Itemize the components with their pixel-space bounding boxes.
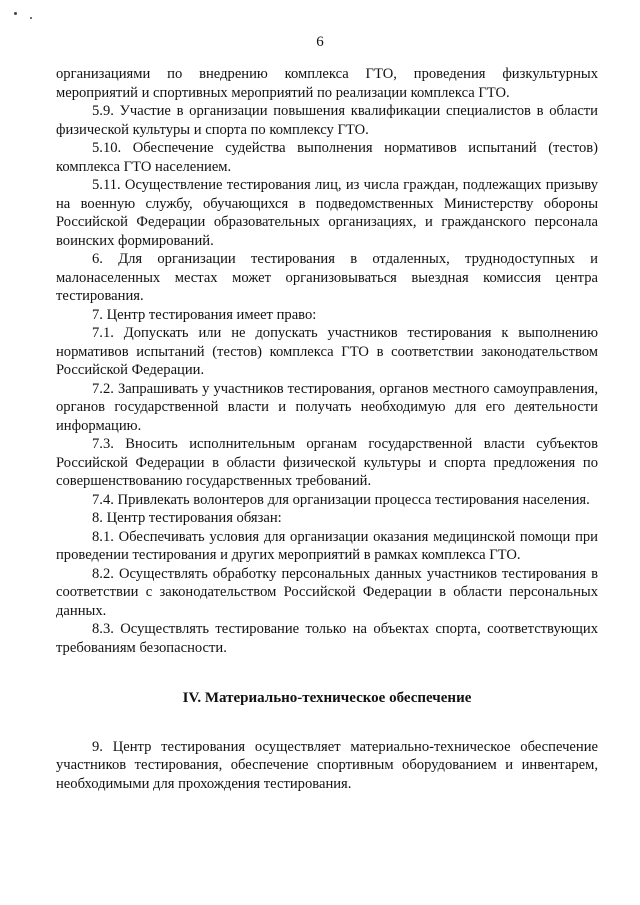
page-number: 6: [316, 34, 324, 50]
paragraph: 9. Центр тестирования осуществляет материально-техническое обеспечение участников тестирования, обеспечение спортивным оборудованием и инвентарем, необходимыми для прохождения тестирования.: [56, 738, 598, 792]
paragraph: 8. Центр тестирования обязан:: [92, 510, 282, 526]
scan-speck: [14, 12, 17, 15]
document-body: [56, 65, 598, 793]
paragraph: организациями по внедрению комплекса ГТО, проведения физкультурных мероприятий и спортивных мероприятий по реализации комплекса ГТО.: [56, 66, 598, 101]
paragraph: 7.4. Привлекать волонтеров для организации процесса тестирования населения.: [92, 491, 590, 508]
paragraph: 7.1. Допускать или не допускать участников тестирования к выполнению нормативов испытаний (тестов) комплекса ГТО в соответствии законодательством Российской Федерации.: [56, 325, 598, 378]
section-title: IV. Материально-техническое обеспечение: [182, 690, 472, 706]
paragraph: 7.2. Запрашивать у участников тестирования, органов местного самоуправления, органов государственной власти и получать необходимую для его деятельности информацию.: [56, 380, 598, 434]
paragraph: 5.9. Участие в организации повышения квалификации специалистов в области физической культуры и спорта по комплексу ГТО.: [56, 103, 598, 138]
paragraph: 5.10. Обеспечение судейства выполнения нормативов испытаний (тестов) комплекса ГТО населением.: [56, 140, 598, 175]
paragraph-list-bottom: [56, 738, 598, 794]
paragraph: 8.1. Обеспечивать условия для организации оказания медицинской помощи при проведении тестирования и других мероприятий в рамках комплекса ГТО.: [56, 528, 598, 563]
paragraph: 8.2. Осуществлять обработку персональных данных участников тестирования в соответствии с законодательством Российской Федерации в области персональных данных.: [56, 565, 598, 619]
paragraph-list-top: [56, 65, 598, 657]
paragraph: 8.3. Осуществлять тестирование только на объектах спорта, соответствующих требованиям безопасности.: [56, 621, 598, 656]
scan-speck: [30, 17, 32, 19]
paragraph: 5.11. Осуществление тестирования лиц, из числа граждан, подлежащих призыву на военную службу, обучающихся в подведомственных Министерству обороны Российской Федерации образовательных организациях, и гражданского персонала воинских формирований.: [56, 177, 598, 249]
paragraph: 6. Для организации тестирования в отдаленных, труднодоступных и малонаселенных местах может организовываться выездная комиссия центра тестирования.: [56, 251, 598, 304]
paragraph: 7.3. Вносить исполнительным органам государственной власти субъектов Российской Федерации в области физической культуры и спорта предложения по совершенствованию государственных требований.: [56, 436, 598, 489]
paragraph: 7. Центр тестирования имеет право:: [92, 306, 317, 323]
